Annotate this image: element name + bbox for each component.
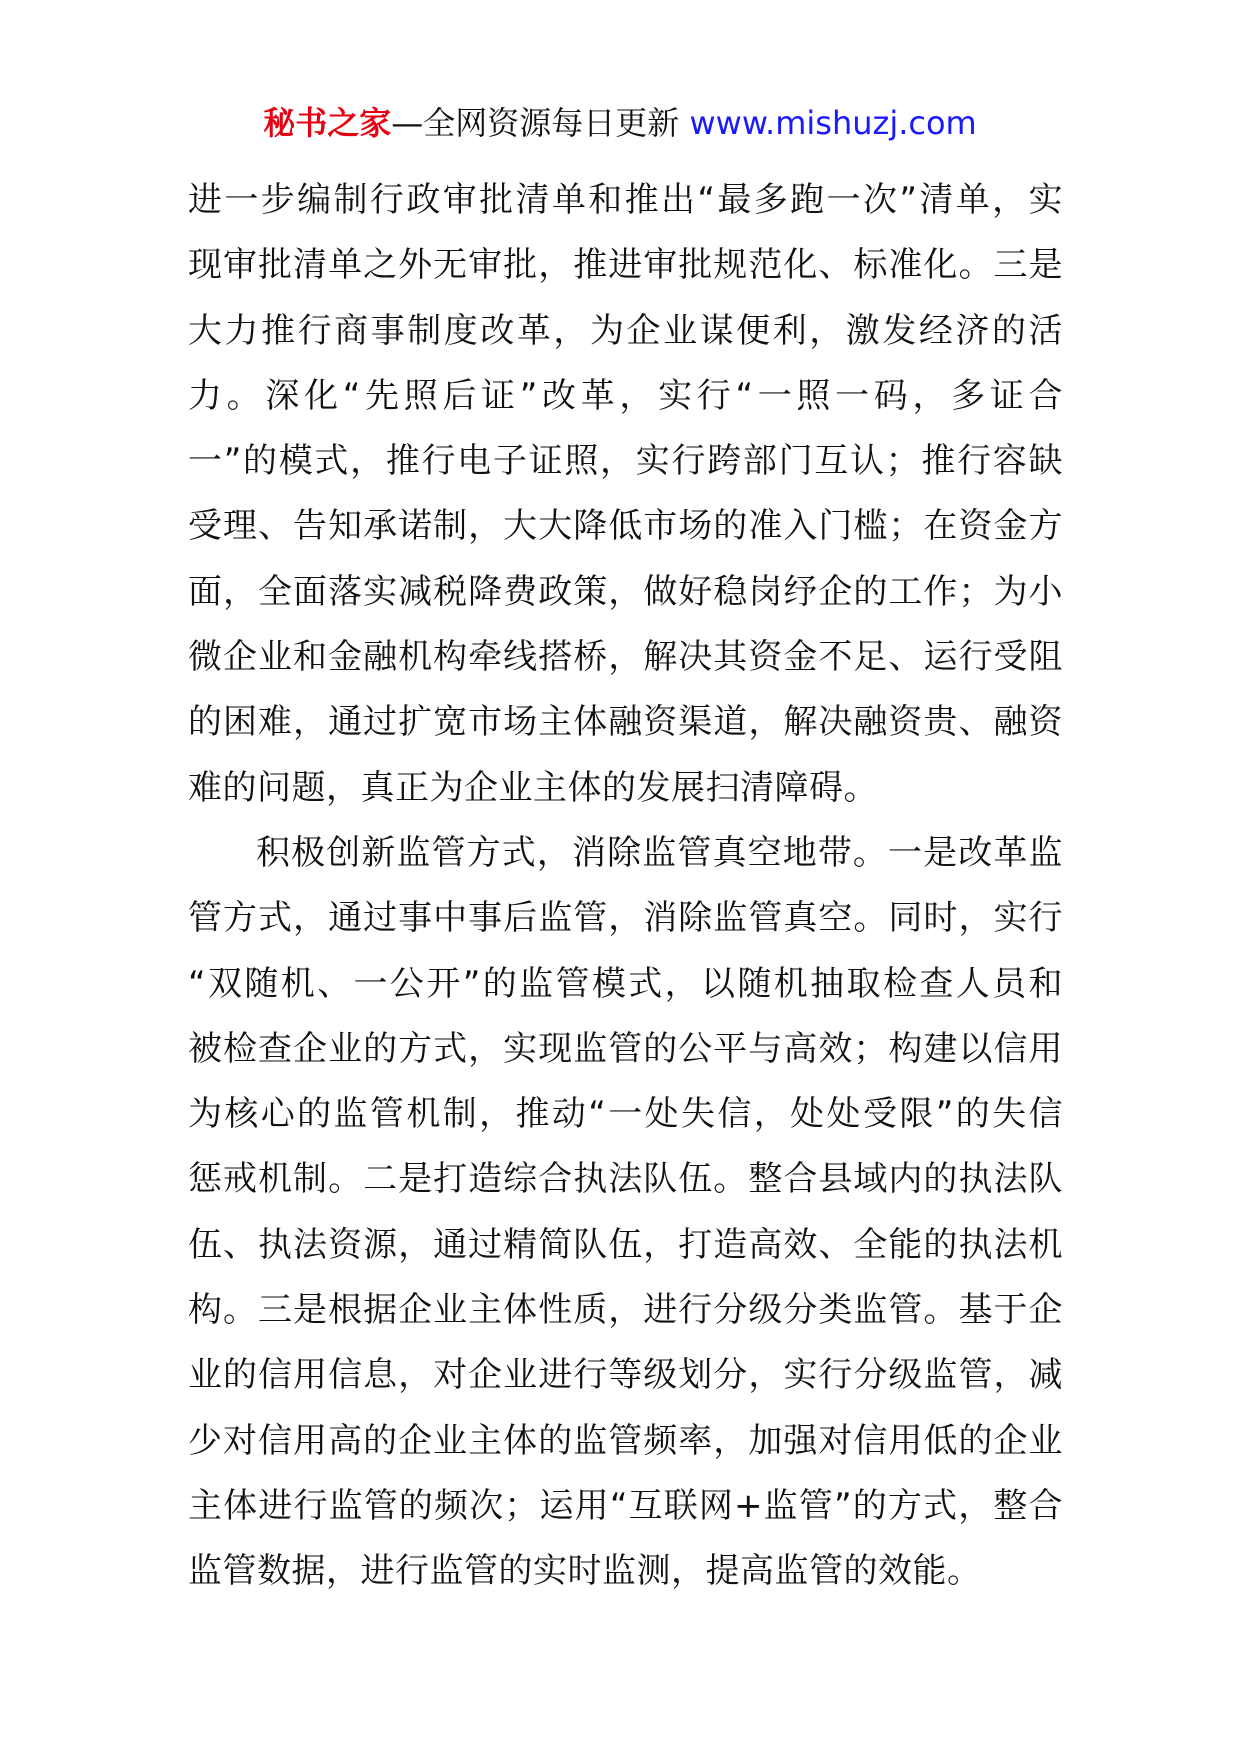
text-line: 监管数据，进行监管的实时监测，提高监管的效能。	[188, 1551, 982, 1592]
brand-name: 秘书之家	[263, 104, 392, 142]
text-line: 微企业和金融机构牵线搭桥，解决其资金不足、运行受阻	[188, 637, 1063, 678]
text-line: 被检查企业的方式，实现监管的公平与高效；构建以信用	[188, 1028, 1063, 1069]
text-line: 的困难，通过扩宽市场主体融资渠道，解决融资贵、融资	[188, 702, 1063, 743]
document-body	[188, 168, 1063, 1605]
site-url-link[interactable]: www.mishuzj.com	[689, 104, 977, 142]
paragraph	[188, 168, 1063, 821]
text-line: 进一步编制行政审批清单和推出“最多跑一次”清单，实	[188, 180, 1063, 220]
text-line: 一”的模式，推行电子证照，实行跨部门互认；推行容缺	[188, 441, 1063, 482]
text-line: 难的问题，真正为企业主体的发展扫清障碍。	[188, 767, 878, 808]
text-line: 面，全面落实减税降费政策，做好稳岗纾企的工作；为小	[188, 571, 1063, 612]
text-line: 为核心的监管机制，推动“一处失信，处处受限”的失信	[188, 1094, 1063, 1135]
text-line: “双随机、一公开”的监管模式，以随机抽取检查人员和	[188, 963, 1063, 1004]
paragraph	[188, 821, 1063, 1605]
text-line: 构。三是根据企业主体性质，进行分级分类监管。基于企	[188, 1290, 1063, 1331]
text-line: 现审批清单之外无审批，推进审批规范化、标准化。三是	[188, 245, 1063, 286]
text-line: 少对信用高的企业主体的监管频率，加强对信用低的企业	[188, 1420, 1063, 1461]
site-header	[0, 101, 1240, 145]
header-tagline: —全网资源每日更新	[391, 104, 680, 142]
text-line: 主体进行监管的频次；运用“互联网+监管”的方式，整合	[188, 1485, 1063, 1526]
text-line: 力。深化“先照后证”改革，实行“一照一码，多证合	[188, 375, 1063, 416]
text-line: 积极创新监管方式，消除监管真空地带。一是改革监	[256, 832, 1063, 873]
text-line: 管方式，通过事中事后监管，消除监管真空。同时，实行	[188, 898, 1063, 939]
text-line: 惩戒机制。二是打造综合执法队伍。整合县域内的执法队	[188, 1159, 1063, 1200]
text-line: 受理、告知承诺制，大大降低市场的准入门槛；在资金方	[188, 506, 1063, 547]
text-line: 伍、执法资源，通过精简队伍，打造高效、全能的执法机	[188, 1224, 1063, 1265]
text-line: 业的信用信息，对企业进行等级划分，实行分级监管，减	[188, 1355, 1063, 1396]
text-line: 大力推行商事制度改革，为企业谋便利，激发经济的活	[188, 310, 1063, 351]
